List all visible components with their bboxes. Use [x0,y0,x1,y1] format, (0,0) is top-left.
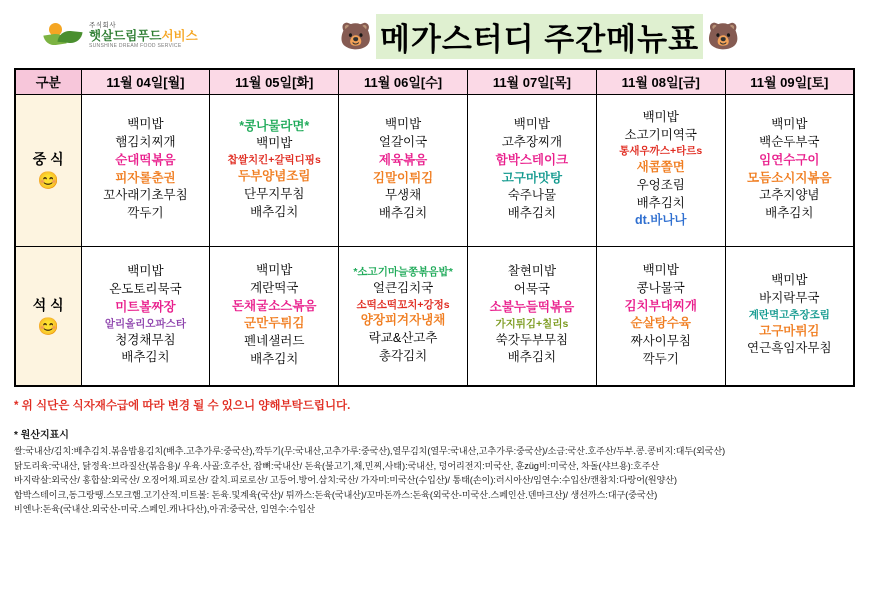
dinner-row [15,246,854,386]
menu-item: 배추김치 [636,195,685,210]
row-label-dinner: 석 식 😊 [15,246,81,386]
menu-item: 락교&산고추 [368,331,438,346]
smiley-icon: 😊 [37,316,59,336]
menu-item: 새콤쫄면 [636,160,685,175]
menu-item: 제육볶음 [378,152,428,167]
dinner-cell-thu [467,246,596,386]
row-label-lunch: 중 식 😊 [15,94,81,246]
menu-item: 깍두기 [127,206,164,220]
menu-item: 피자롤춘권 [115,170,176,185]
menu-item: 고추장찌개 [501,135,563,149]
dinner-cell-mon [81,246,210,386]
origin-title: * 원산지표시 [14,430,69,441]
bear-icon-right: 🐻 [707,21,740,51]
menu-item: 깍두기 [642,351,679,366]
page-header [14,8,855,64]
origin-line: 닭도리육:국내산, 닭정육:브라질산(볶음용)/ 우육.사골:호주산, 잡뼈:국내산/ 돈육(불고기,채,민찌,사태):국내산, 덩어리전지:미국산, 훈züg비:미국산, 차돌(샤브용):호주산 [14,460,660,471]
menu-item: 백미밥 [771,117,808,132]
menu-item: 백미밥 [513,117,551,132]
menu-item: 단무지무침 [244,186,305,201]
company-prefix: 주식회사 [89,21,117,29]
menu-item: 알리올리오파스타 [104,317,186,330]
lunch-cell-thu [467,94,596,246]
menu-item: 바지락무국 [759,291,820,306]
menu-item: 배추김치 [250,204,299,219]
menu-item: 양장피겨자냉채 [360,313,446,328]
menu-item: 찹쌀치킨+갈릭디핑s [227,154,321,167]
company-logo [44,21,224,51]
lunch-row [15,94,854,246]
menu-item: 쑥갓두부무침 [495,332,569,347]
menu-item: 온도토리묵국 [109,282,182,297]
menu-item: 김말이튀김 [372,170,434,185]
menu-item: 함박스테이크 [495,152,569,167]
company-title: 햇살드림푸드서비스 [89,28,198,43]
menu-item: 계란떡국 [250,280,299,295]
change-notice: * 위 식단은 식자재수급에 따라 변경 될 수 있으니 양해부탁드립니다. [14,400,351,412]
origin-list [14,444,855,517]
lunch-cell-mon [81,94,210,246]
menu-item: 두부양념조림 [238,169,311,184]
menu-item: 어묵국 [513,282,551,297]
menu-item: 햄김치찌개 [115,135,176,149]
header-cell-fri: 11월 08일[금] [596,69,725,94]
menu-item: 배추김치 [507,350,557,365]
menu-item: 백순두부국 [759,135,820,149]
title-banner [224,14,855,59]
menu-item: 임연수구이 [759,152,820,167]
header-cell-mon: 11월 04일[월] [81,69,210,94]
table-body [15,94,854,386]
menu-item: 백미밥 [642,109,679,124]
menu-item: 배추김치 [121,350,170,365]
menu-item: 가지튀김+칠리s [495,317,569,330]
menu-item: 배추김치 [250,351,299,366]
header-cell-sat: 11월 09일[토] [725,69,854,94]
menu-item: 배추김치 [765,206,814,220]
menu-item: 펜네샐러드 [244,334,305,348]
menu-item: 군만두튀김 [244,316,305,331]
menu-item: 순대떡볶음 [115,152,176,167]
menu-item: 얼큰김치국 [372,280,434,295]
menu-item: 김치부대찌개 [624,298,697,313]
bear-icon-left: 🐻 [339,21,372,51]
menu-item: *콩나물라면* [239,118,310,133]
smiley-icon: 😊 [37,171,59,190]
menu-item: 청경채무침 [115,332,176,347]
company-name [89,23,198,49]
menu-item: 소떡소떡꼬치+강정s [356,298,450,311]
company-title-english: SUNSHINE DREAM FOOD SERVICE [89,42,182,49]
menu-item: 순살탕수육 [630,316,691,331]
lunch-cell-tue [210,94,339,246]
menu-item: 연근흑임자무침 [747,341,832,356]
header-cell-wed: 11월 06일[수] [339,69,468,94]
menu-item: 백미밥 [127,117,164,132]
origin-line: 바지락살:외국산/ 홍합살:외국산/ 오징어채.피로산/ 갈치.피로로산/ 고등어.방어.삼치:국산/ 가자미:미국산(수입산)/ 통태(손이):러시아산/임연수:수입산/캔참치:다랑어(원양산) [14,475,677,486]
menu-item: 백미밥 [384,117,422,132]
menu-item: 우엉조림 [636,177,685,192]
menu-item: 모듬소시지볶음 [747,170,832,185]
menu-item: 미트볼짜장 [115,299,176,314]
dinner-cell-wed [339,246,468,386]
header-cell-gubun: 구분 [15,69,81,94]
menu-item: 백미밥 [642,263,679,277]
menu-item: 통새우까스+타르s [619,145,703,158]
menu-item: 백미밥 [256,136,293,151]
menu-item: 숙주나물 [507,188,557,203]
table-header-row [15,69,854,94]
menu-item: 고추지양념 [759,188,820,203]
menu-item: 무생채 [384,188,422,203]
weekly-menu-table [14,68,855,387]
header-cell-thu: 11월 07일[목] [467,69,596,94]
origin-line: 비엔나:돈육(국내산.외국산-미국.스페인.캐나다산),아귀:중국산, 임연수:수입산 [14,504,316,515]
menu-item: 짜사이무침 [630,334,691,348]
menu-item: 찰현미밥 [507,264,557,279]
lunch-cell-wed [339,94,468,246]
lunch-cell-fri [596,94,725,246]
menu-item: 콩나물국 [636,280,685,295]
menu-item: 돈채굴소스볶음 [231,298,317,313]
menu-item: 백미밥 [771,273,808,288]
menu-item: 백미밥 [127,264,164,279]
sun-leaf-icon [44,21,84,51]
dinner-cell-tue [210,246,339,386]
menu-item: 배추김치 [507,206,557,220]
menu-item: 고구마튀김 [759,323,820,338]
origin-line: 쌀:국내산/김치:배추김치.볶음밥용김치(배추.고추가루:중국산),깍두기(무:국내산,고추가루:중국산),열무김치(열무:국내산,고추가루:중국산)/소금:국산.호주산/두부.콩.콩비지:대두(외국산) [14,446,726,456]
origin-line: 함박스테이크,동그랑땡.스모크햄.고기산적.미트볼: 돈육.및계육(국산)/ 튀까스:돈육(국내산)/꼬마돈까스:돈육(외국산-미국산.스페인산.덴마크산)/ 생선까스:대구(중국산) [14,489,658,500]
menu-item: 총각김치 [378,348,428,363]
menu-item: 배추김치 [378,206,428,220]
menu-item: 소고기미역국 [624,127,697,142]
menu-item: 백미밥 [256,263,293,277]
menu-item: 꼬사래기초무침 [103,188,188,203]
menu-item: *소고기마늘쫑볶음밥* [353,265,453,278]
menu-item: 고구마맛탕 [501,170,563,185]
menu-item: 얼갈이국 [378,135,428,149]
page-title: 메가스터디 주간메뉴표 [376,14,703,59]
lunch-cell-sat [725,94,854,246]
dinner-cell-fri [596,246,725,386]
header-cell-tue: 11월 05일[화] [210,69,339,94]
menu-item: dt.바나나 [634,213,687,228]
menu-item: 소불누들떡볶음 [489,299,575,314]
dinner-cell-sat [725,246,854,386]
menu-item: 계란멱고추장조림 [748,308,830,321]
